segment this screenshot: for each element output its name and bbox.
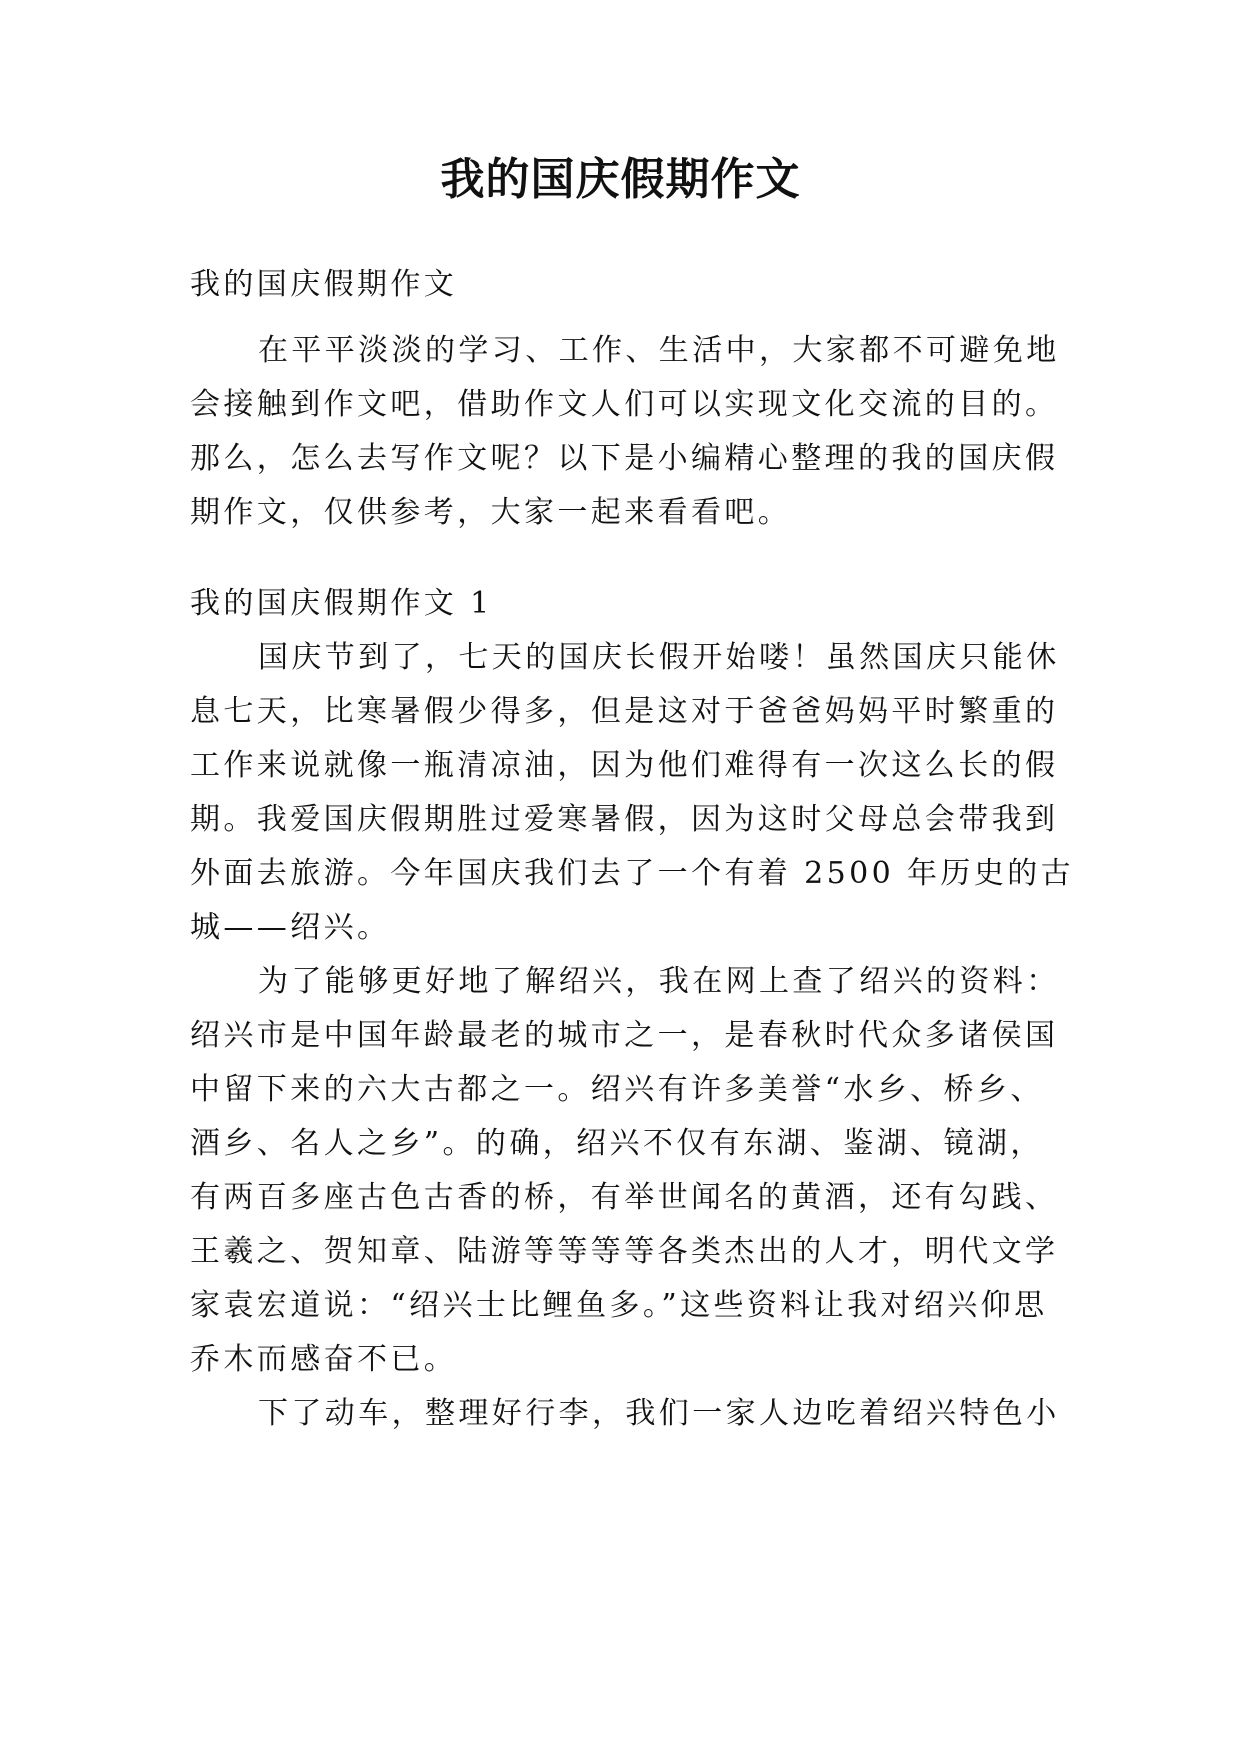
text-line: 息七天，比寒暑假少得多，但是这对于爸爸妈妈平时繁重的 — [190, 694, 1059, 729]
text-line: 期。我爱国庆假期胜过爱寒暑假，因为这时父母总会带我到 — [190, 802, 1059, 837]
text-line: 有两百多座古色古香的桥，有举世闻名的黄酒，还有勾践、 — [190, 1180, 1059, 1215]
text-line: 绍兴市是中国年龄最老的城市之一，是春秋时代众多诸侯国 — [190, 1018, 1059, 1053]
text-line: 外面去旅游。今年国庆我们去了一个有着 2500 年历史的古 — [190, 856, 1075, 891]
text-line: 下了动车，整理好行李，我们一家人边吃着绍兴特色小 — [258, 1396, 1060, 1431]
text-line: 在平平淡淡的学习、工作、生活中，大家都不可避免地 — [258, 333, 1060, 368]
section-heading: 我的国庆假期作文 1 — [190, 586, 493, 621]
text-line: 国庆节到了，七天的国庆长假开始喽！虽然国庆只能休 — [258, 640, 1060, 675]
text-line: 为了能够更好地了解绍兴，我在网上查了绍兴的资料： — [258, 964, 1060, 999]
text-line: 乔木而感奋不已。 — [190, 1342, 458, 1377]
text-line: 王羲之、贺知章、陆游等等等等各类杰出的人才，明代文学 — [190, 1234, 1059, 1269]
text-line: 酒乡、名人之乡”。的确，绍兴不仅有东湖、鉴湖、镜湖， — [190, 1126, 1044, 1161]
text-line: 期作文，仅供参考，大家一起来看看吧。 — [190, 495, 792, 530]
section-heading: 我的国庆假期作文 — [190, 267, 458, 302]
text-line: 家袁宏道说：“绍兴士比鲤鱼多。”这些资料让我对绍兴仰思 — [190, 1288, 1048, 1323]
text-line: 工作来说就像一瓶清凉油，因为他们难得有一次这么长的假 — [190, 748, 1059, 783]
document-title: 我的国庆假期作文 — [440, 154, 801, 205]
text-line: 会接触到作文吧，借助作文人们可以实现文化交流的目的。 — [190, 387, 1059, 422]
text-line: 中留下来的六大古都之一。绍兴有许多美誉“水乡、桥乡、 — [190, 1072, 1044, 1107]
text-line: 城——绍兴。 — [190, 910, 391, 945]
text-line: 那么，怎么去写作文呢？以下是小编精心整理的我的国庆假 — [190, 441, 1059, 476]
